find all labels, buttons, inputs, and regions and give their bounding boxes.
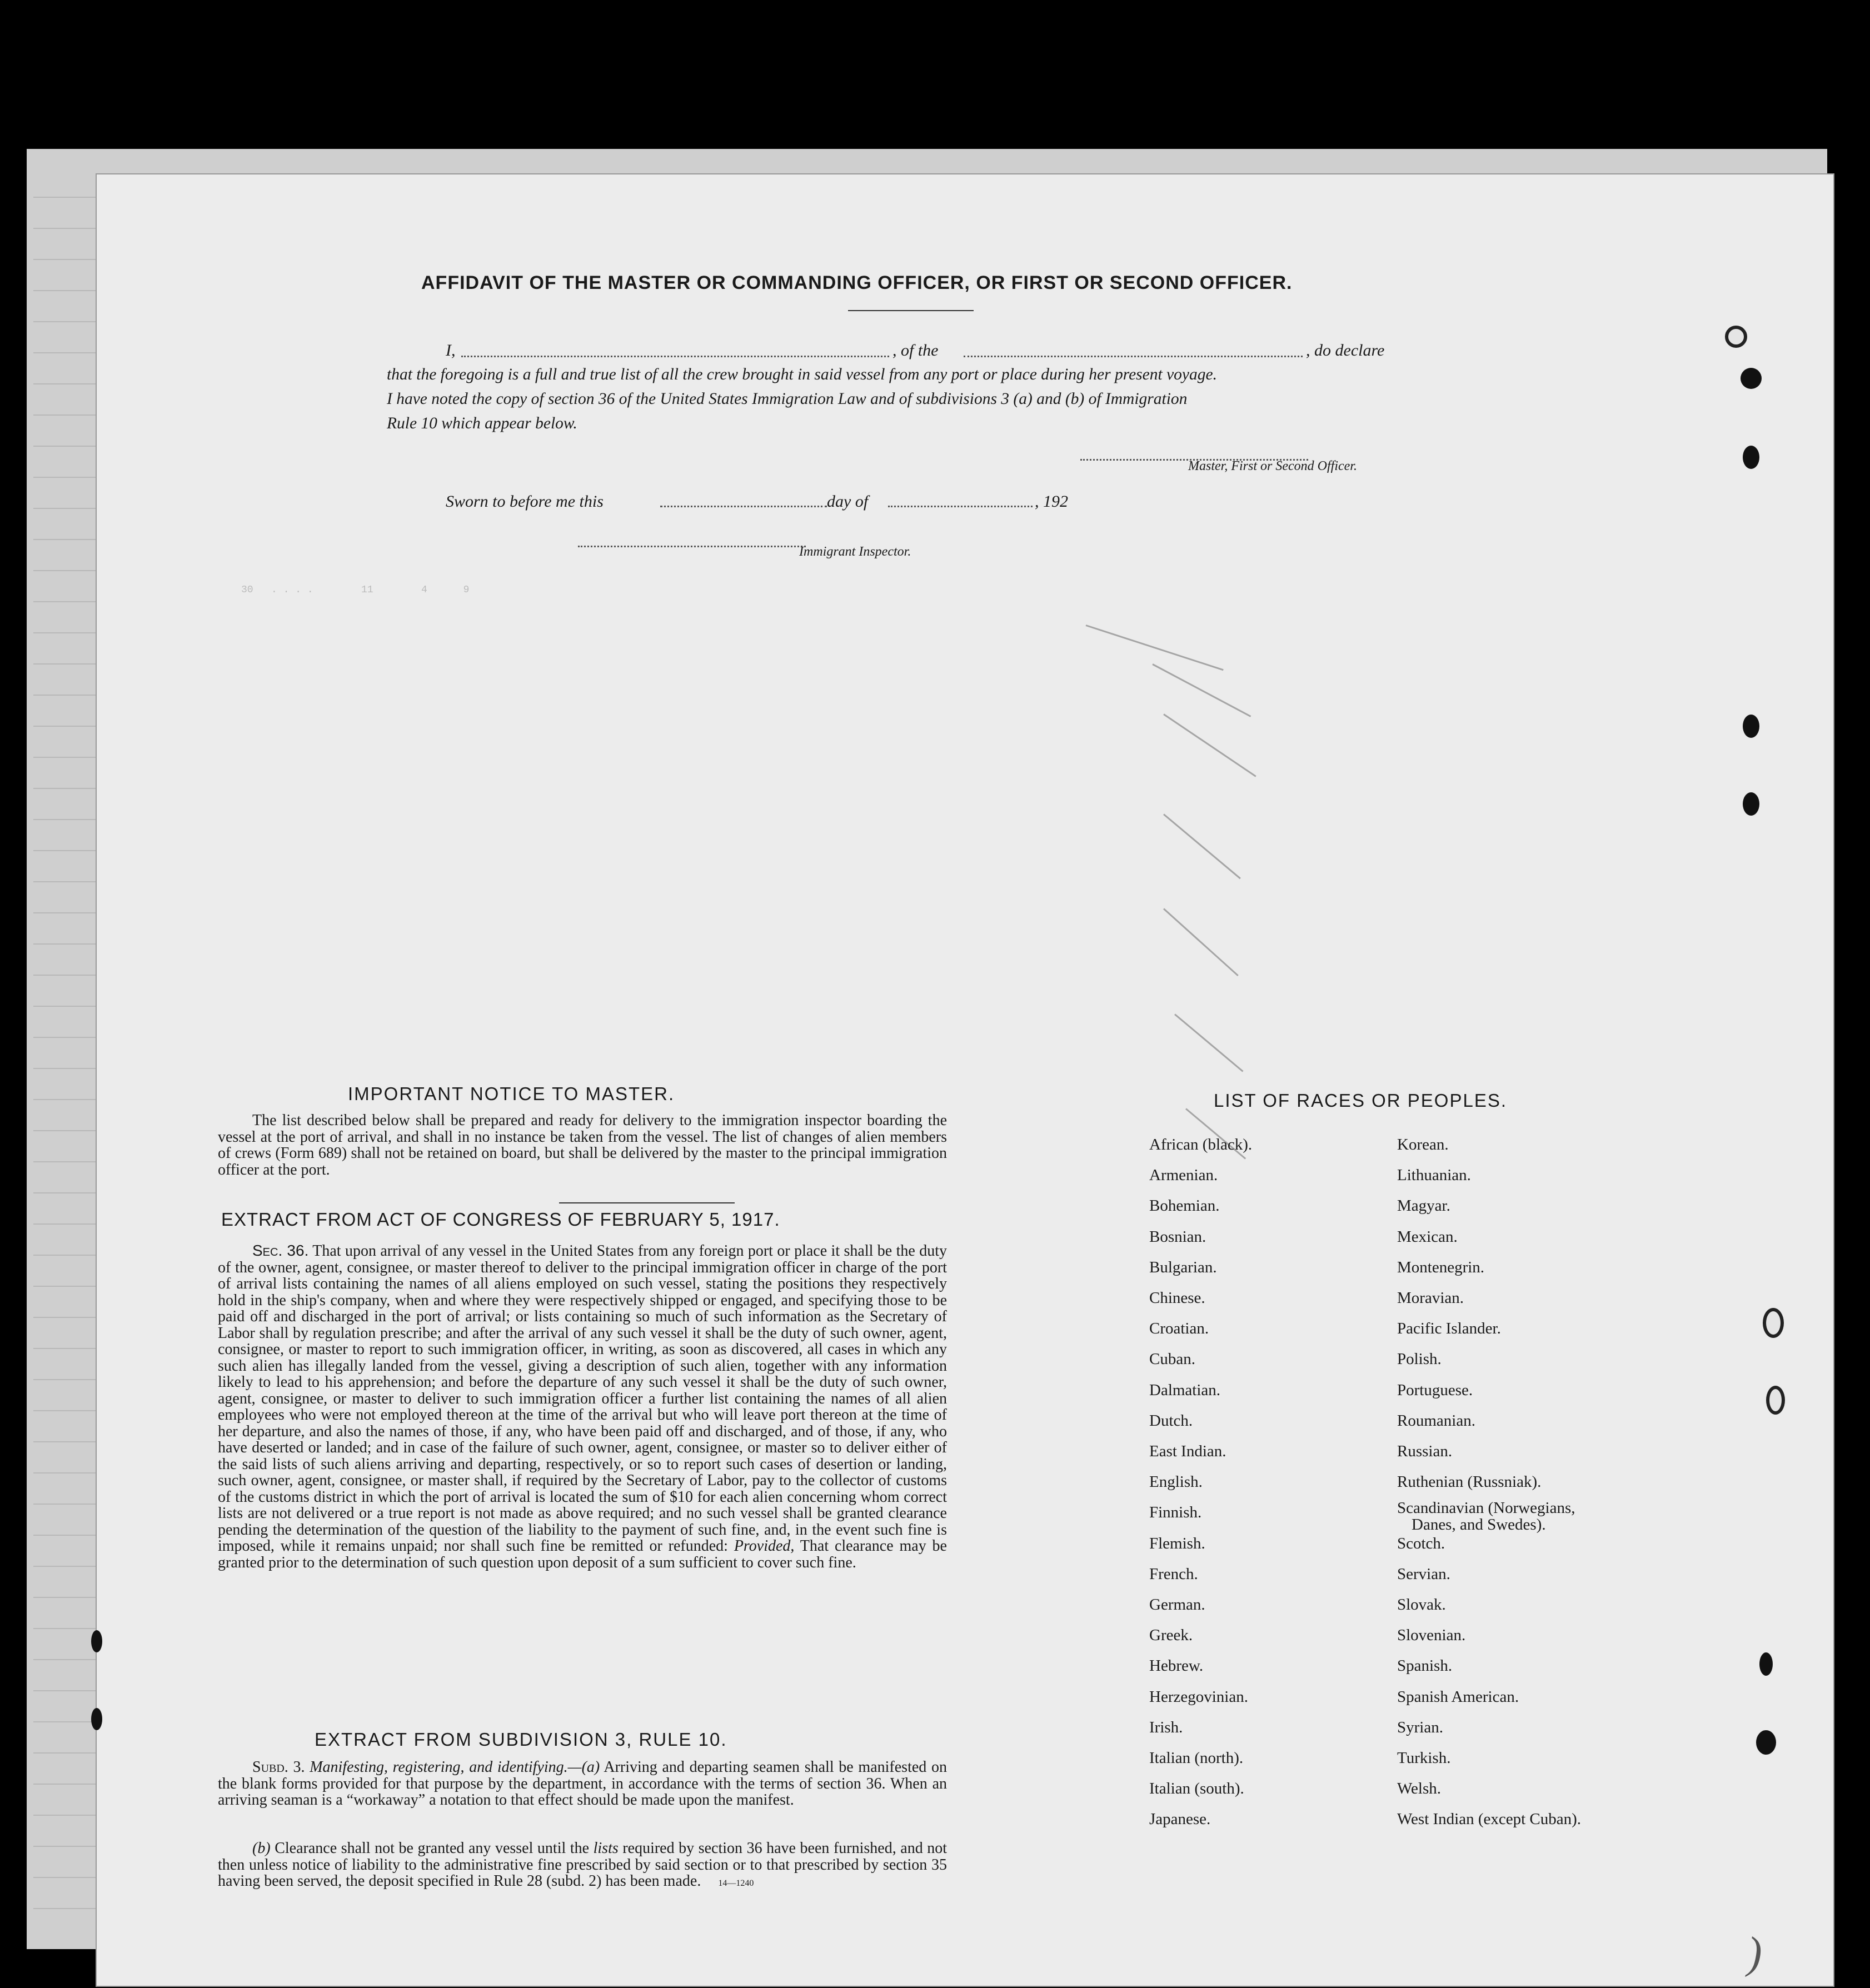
notice-body: The list described below shall be prepared and ready for delivery to the immigration inspector boarding the vessel at the port of arrival, and shall in no instance be taken from the vessel. The list of changes of alien members of crews (Form 689) shall not be retained on board, but shall be delivered by the master to the principal immigration officer at the port. bbox=[218, 1112, 947, 1178]
inspector-label: Immigrant Inspector. bbox=[799, 545, 911, 559]
race-item: Greek. bbox=[1149, 1626, 1193, 1645]
act-body-end: That clearance may be granted prior to the determination of such question upon deposit of a sum sufficient to cover such fine. bbox=[218, 1537, 947, 1571]
subd-label: Subd. 3. bbox=[252, 1759, 305, 1776]
subd-b-lists: lists bbox=[593, 1840, 619, 1857]
rule-heading: EXTRACT FROM SUBDIVISION 3, RULE 10. bbox=[315, 1729, 727, 1750]
race-item: Scandinavian (Norwegians, bbox=[1397, 1499, 1575, 1517]
section-label: Sec. 36. bbox=[252, 1242, 309, 1259]
race-item: Herzegovinian. bbox=[1149, 1687, 1248, 1706]
bleed-through: 30 . . . . 11 4 9 bbox=[241, 585, 1454, 596]
race-item: East Indian. bbox=[1149, 1442, 1226, 1460]
race-item: West Indian (except Cuban). bbox=[1397, 1810, 1582, 1829]
sworn-day-field[interactable] bbox=[660, 506, 827, 507]
subd-b-text-2: required by section 36 have been furnished, and not then unless notice of liability to the administrative fine prescribed by said section or to that prescribed by section 35 having been served, the deposit specified in Rule 28 (subd. 2) has been made. bbox=[218, 1840, 948, 1890]
form-number: 14—1240 bbox=[718, 1879, 754, 1888]
race-item: Montenegrin. bbox=[1397, 1258, 1485, 1276]
race-item: Korean. bbox=[1397, 1136, 1449, 1153]
race-item: Slovenian. bbox=[1397, 1626, 1466, 1645]
affidavit-text-line: that the foregoing is a full and true list of all the crew brought in said vessel from any port or place during her present voyage. bbox=[387, 366, 1217, 383]
race-item: Japanese. bbox=[1149, 1810, 1211, 1829]
binder-hole bbox=[1763, 1308, 1784, 1338]
subd-b-label: (b) bbox=[252, 1840, 271, 1857]
race-item: Pacific Islander. bbox=[1397, 1320, 1501, 1338]
subd-b-text-1: Clearance shall not be granted any vessel until the bbox=[275, 1840, 590, 1857]
race-item: Danes, and Swedes). bbox=[1412, 1516, 1546, 1534]
race-item: English. bbox=[1149, 1473, 1203, 1491]
race-item: Irish. bbox=[1149, 1718, 1183, 1736]
act-text bbox=[218, 1242, 947, 1571]
do-declare-label: , do declare bbox=[1306, 341, 1385, 359]
binder-hole bbox=[91, 1708, 102, 1730]
race-item: Servian. bbox=[1397, 1565, 1450, 1583]
race-item: Bulgarian. bbox=[1149, 1258, 1217, 1276]
binder-hole bbox=[1766, 1386, 1785, 1415]
race-item: Finnish. bbox=[1149, 1504, 1202, 1522]
race-item: Portuguese. bbox=[1397, 1381, 1473, 1399]
binder-hole bbox=[1756, 1730, 1776, 1755]
race-item: Dalmatian. bbox=[1149, 1381, 1221, 1399]
ink-stroke bbox=[1163, 813, 1241, 879]
race-item: French. bbox=[1149, 1565, 1198, 1583]
notice-text bbox=[218, 1112, 947, 1178]
ink-stroke bbox=[1174, 1013, 1243, 1072]
subd-a-label: —(a) bbox=[567, 1759, 600, 1776]
sworn-label: Sworn to before me this bbox=[446, 492, 604, 511]
race-item: Bohemian. bbox=[1149, 1197, 1220, 1215]
ink-stroke bbox=[1163, 713, 1256, 777]
race-item: Moravian. bbox=[1397, 1289, 1464, 1307]
race-item: Bosnian. bbox=[1149, 1227, 1206, 1246]
binder-hole bbox=[1743, 715, 1759, 738]
binder-hole bbox=[1743, 792, 1759, 816]
race-item: Ruthenian (Russniak). bbox=[1397, 1473, 1542, 1491]
declarant-label: I, bbox=[446, 341, 456, 359]
declarant-name-field[interactable] bbox=[461, 356, 889, 357]
subd-title: Manifesting, registering, and identifying. bbox=[310, 1759, 568, 1776]
race-item: Slovak. bbox=[1397, 1596, 1446, 1614]
race-item: Syrian. bbox=[1397, 1718, 1443, 1736]
affidavit-text-line: I have noted the copy of section 36 of the United States Immigration Law and of subdivisions 3 (a) and (b) of Immigration bbox=[387, 390, 1188, 408]
race-item: Spanish. bbox=[1397, 1657, 1453, 1675]
act-body: That upon arrival of any vessel in the United States from any foreign port or place it shall be the duty of the owner, agent, consignee, or master thereof to deliver to the principal immigration officer in charge of the port of arrival lists containing the names of all aliens employed on such vessel, stating the positions they respectively hold in the ship's company, when and where they were respectively shipped or engaged, and specifying those to be paid off and discharged in the port of arrival; or lists containing so much of such information as the Secretary of Labor shall by regulation prescribe; and after the arrival of any such vessel it shall be the duty of such owner, agent, consignee, or master to report to such immigration officer, in writing, as soon as discovered, all cases in which any such alien has illegally landed from the vessel, giving a description of such alien, together with any information likely to lead to his apprehension; and before the departure of any such vessel it shall be the duty of such owner, agent, consignee, or master to deliver to such immigration officer a further list containing the names of all alien employees who were not employed thereon at the time of the arrival but who will leave port thereon at the time of her departure, and also the names of those, if any, who have been paid off and discharged, and of those, if any, who have deserted or landed; and in case of the failure of such owner, agent, consignee, or master so to deliver either of the said lists of such aliens arriving and departing, respectively, or so to report such cases of desertion or landing, such owner, agent, consignee, or master shall, if required by the Secretary of Labor, pay to the collector of customs of the customs district in which the port of arrival is located the sum of $10 for each alien concerning whom correct lists are not delivered or a true report is not made as above required; and no such vessel shall be granted clearance pending the determination of the question of the liability to the payment of such fine, and, in the event such fine is imposed, while it remains unpaid; nor shall such fine be remitted or refunded: bbox=[218, 1242, 948, 1555]
binder-hole bbox=[1743, 446, 1759, 469]
race-item: Italian (south). bbox=[1149, 1780, 1244, 1798]
inspector-signature-field[interactable] bbox=[578, 546, 806, 547]
race-item: Polish. bbox=[1397, 1350, 1442, 1368]
races-heading: LIST OF RACES OR PEOPLES. bbox=[1214, 1090, 1508, 1111]
vessel-name-field[interactable] bbox=[964, 356, 1303, 357]
race-item: Spanish American. bbox=[1397, 1687, 1519, 1706]
race-item: Mexican. bbox=[1397, 1227, 1458, 1246]
binder-hole bbox=[1759, 1652, 1773, 1676]
affidavit-page bbox=[96, 173, 1834, 1987]
affidavit-title: AFFIDAVIT OF THE MASTER OR COMMANDING OFFICER, OR FIRST OR SECOND OFFICER. bbox=[421, 272, 1293, 293]
rule-subd-b bbox=[218, 1840, 947, 1892]
divider bbox=[559, 1202, 735, 1203]
master-signature-label: Master, First or Second Officer. bbox=[1188, 459, 1357, 473]
sworn-month-field[interactable] bbox=[888, 506, 1033, 507]
affidavit-text-line: Rule 10 which appear below. bbox=[387, 414, 577, 432]
race-item: Flemish. bbox=[1149, 1534, 1205, 1552]
handwritten-mark: ) bbox=[1747, 1929, 1762, 1977]
binder-hole bbox=[91, 1630, 102, 1652]
rule-subd-a bbox=[218, 1759, 947, 1809]
subd-a-text: Arriving and departing seamen shall be manifested on the blank forms provided for that purpose by the department, in accordance with the terms of section 36. When an arriving seaman is a “workaway” a notation to that effect should be made upon the manifest. bbox=[218, 1759, 947, 1809]
race-item: Lithuanian. bbox=[1397, 1166, 1471, 1185]
race-item: Armenian. bbox=[1149, 1166, 1218, 1185]
race-item: Hebrew. bbox=[1149, 1657, 1204, 1675]
race-item: Magyar. bbox=[1397, 1197, 1450, 1215]
binder-hole bbox=[1725, 326, 1747, 348]
race-item: German. bbox=[1149, 1596, 1205, 1614]
binder-hole bbox=[1741, 368, 1762, 389]
underlying-ruled-lines bbox=[33, 167, 100, 1917]
race-item: Chinese. bbox=[1149, 1289, 1205, 1307]
title-underline bbox=[848, 310, 974, 311]
ink-stroke bbox=[1152, 663, 1251, 717]
race-item: Russian. bbox=[1397, 1442, 1453, 1460]
act-heading: EXTRACT FROM ACT OF CONGRESS OF FEBRUARY 5, 1917. bbox=[221, 1209, 780, 1230]
notice-heading: IMPORTANT NOTICE TO MASTER. bbox=[348, 1083, 675, 1104]
year-label: , 192 bbox=[1035, 492, 1068, 511]
race-item: Italian (north). bbox=[1149, 1749, 1244, 1767]
race-item: Dutch. bbox=[1149, 1411, 1193, 1430]
provided-label: Provided, bbox=[734, 1537, 795, 1555]
ink-stroke bbox=[1163, 908, 1239, 976]
race-item: Croatian. bbox=[1149, 1320, 1209, 1338]
race-item: Roumanian. bbox=[1397, 1411, 1475, 1430]
of-the-label: , of the bbox=[892, 341, 939, 359]
race-item: Welsh. bbox=[1397, 1780, 1442, 1798]
race-item: Scotch. bbox=[1397, 1534, 1445, 1552]
race-item: Turkish. bbox=[1397, 1749, 1451, 1767]
race-item: African (black). bbox=[1149, 1136, 1253, 1153]
day-of-label: day of bbox=[827, 492, 869, 511]
race-item: Cuban. bbox=[1149, 1350, 1195, 1368]
